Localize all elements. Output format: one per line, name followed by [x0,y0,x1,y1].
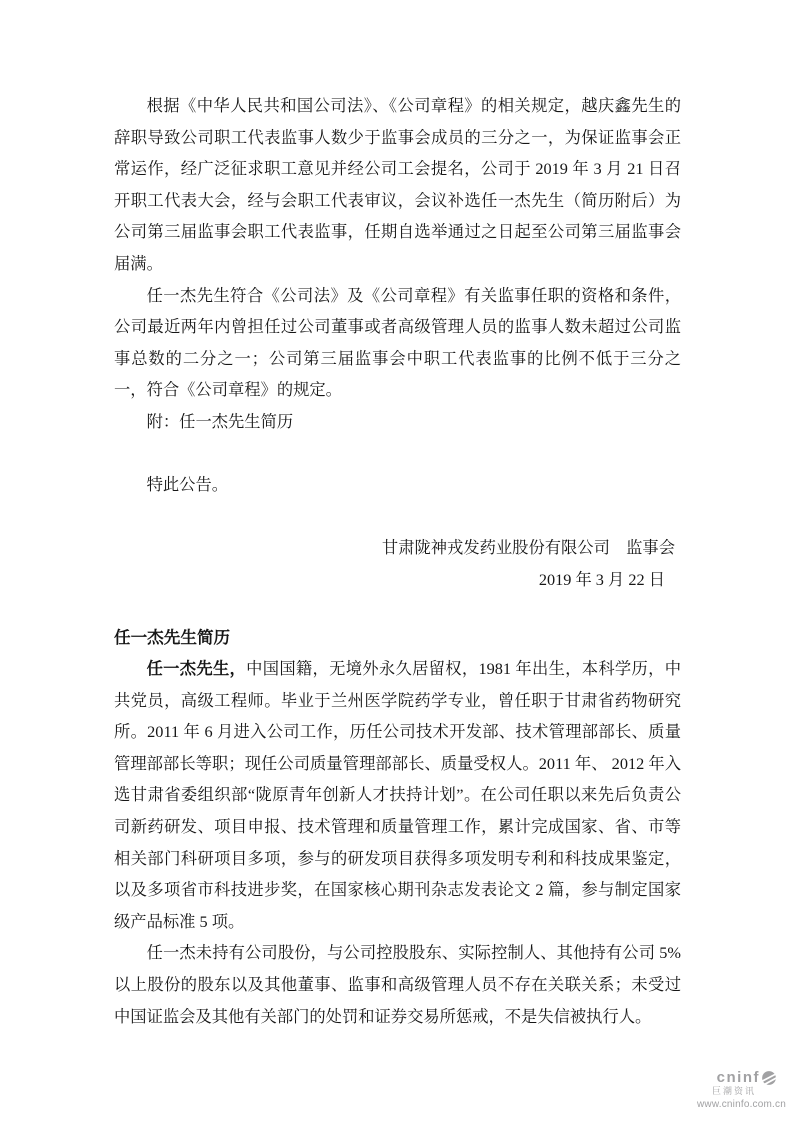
resume-body-text: 中国国籍，无境外永久居留权，1981 年出生，本科学历，中共党员，高级工程师。毕业于兰州医学院药学专业，曾任职于甘肃省药物研究所。2011 年 6 月进入公司工作，历任公司技术开发部、技术管理部部长、质量管理部部长等职；现任公司质量管理部部长、质量受权人。2011 年、 2012 年入选甘肃省委组织部“陇原青年创新人才扶持计划”。在公司任职以来先后负责公司新药研发、项目申报、技术管理和质量管理工作，累计完成国家、省、市等相关部门科研项目多项，参与的研发项目获得多项发明专利和科技成果鉴定，以及多项省市科技进步奖，在国家核心期刊杂志发表论文 2 篇，参与制定国家级产品标准 5 项。 [114,659,681,931]
attachment-note: 附：任一杰先生简历 [146,411,294,431]
resume-lead-name: 任一杰先生， [146,659,247,679]
announcement-paragraph-2: 任一杰先生符合《公司法》及《公司章程》有关监事任职的资格和条件，公司最近两年内曾担任过公司董事或者高级管理人员的监事人数未超过公司监事总数的二分之一；公司第三届监事会中职工代表监事的比例不低于三分之一，符合《公司章程》的规定。 [114,285,681,400]
resume-heading: 任一杰先生简历 [114,627,231,647]
closing-statement: 特此公告。 [146,475,229,495]
cninfo-logo-row [697,1070,786,1087]
blank-line [114,438,681,470]
cninfo-swirl-icon [761,1070,777,1086]
cninfo-brand-chinese: 巨潮资讯 [711,1086,756,1097]
resume-paragraph-1 [114,653,681,937]
announcement-paragraph-1: 根据《中华人民共和国公司法》、《公司章程》的相关规定，越庆鑫先生的辞职导致公司职工代表监事人数少于监事会成员的三分之一，为保证监事会正常运作，经广泛征求职工意见并经公司工会提名，公司于 2019 年 3 月 21 日召开职工代表大会，经与会职工代表审议，会议补选任一杰先生（简历附后）为公司第三届监事会职工代表监事，任期自选举通过之日起至公司第三届监事会届满。 [114,96,681,273]
cninfo-url: www.cninfo.com.cn [697,1099,786,1110]
signature-company: 甘肃陇神戎发药业股份有限公司 监事会 [381,538,675,558]
cninfo-logo-text: cninf [716,1068,760,1086]
signature-date: 2019 年 3 月 22 日 [538,569,665,589]
cninfo-watermark [697,1070,786,1110]
resume-paragraph-2: 任一杰未持有公司股份，与公司控股股东、实际控制人、其他持有公司 5%以上股份的股东以及其他董事、监事和高级管理人员不存在关联关系；未受过中国证监会及其他有关部门的处罚和证券交易所惩戒，不是失信被执行人。 [114,943,681,1026]
blank-line [114,596,681,622]
blank-line [114,501,681,533]
